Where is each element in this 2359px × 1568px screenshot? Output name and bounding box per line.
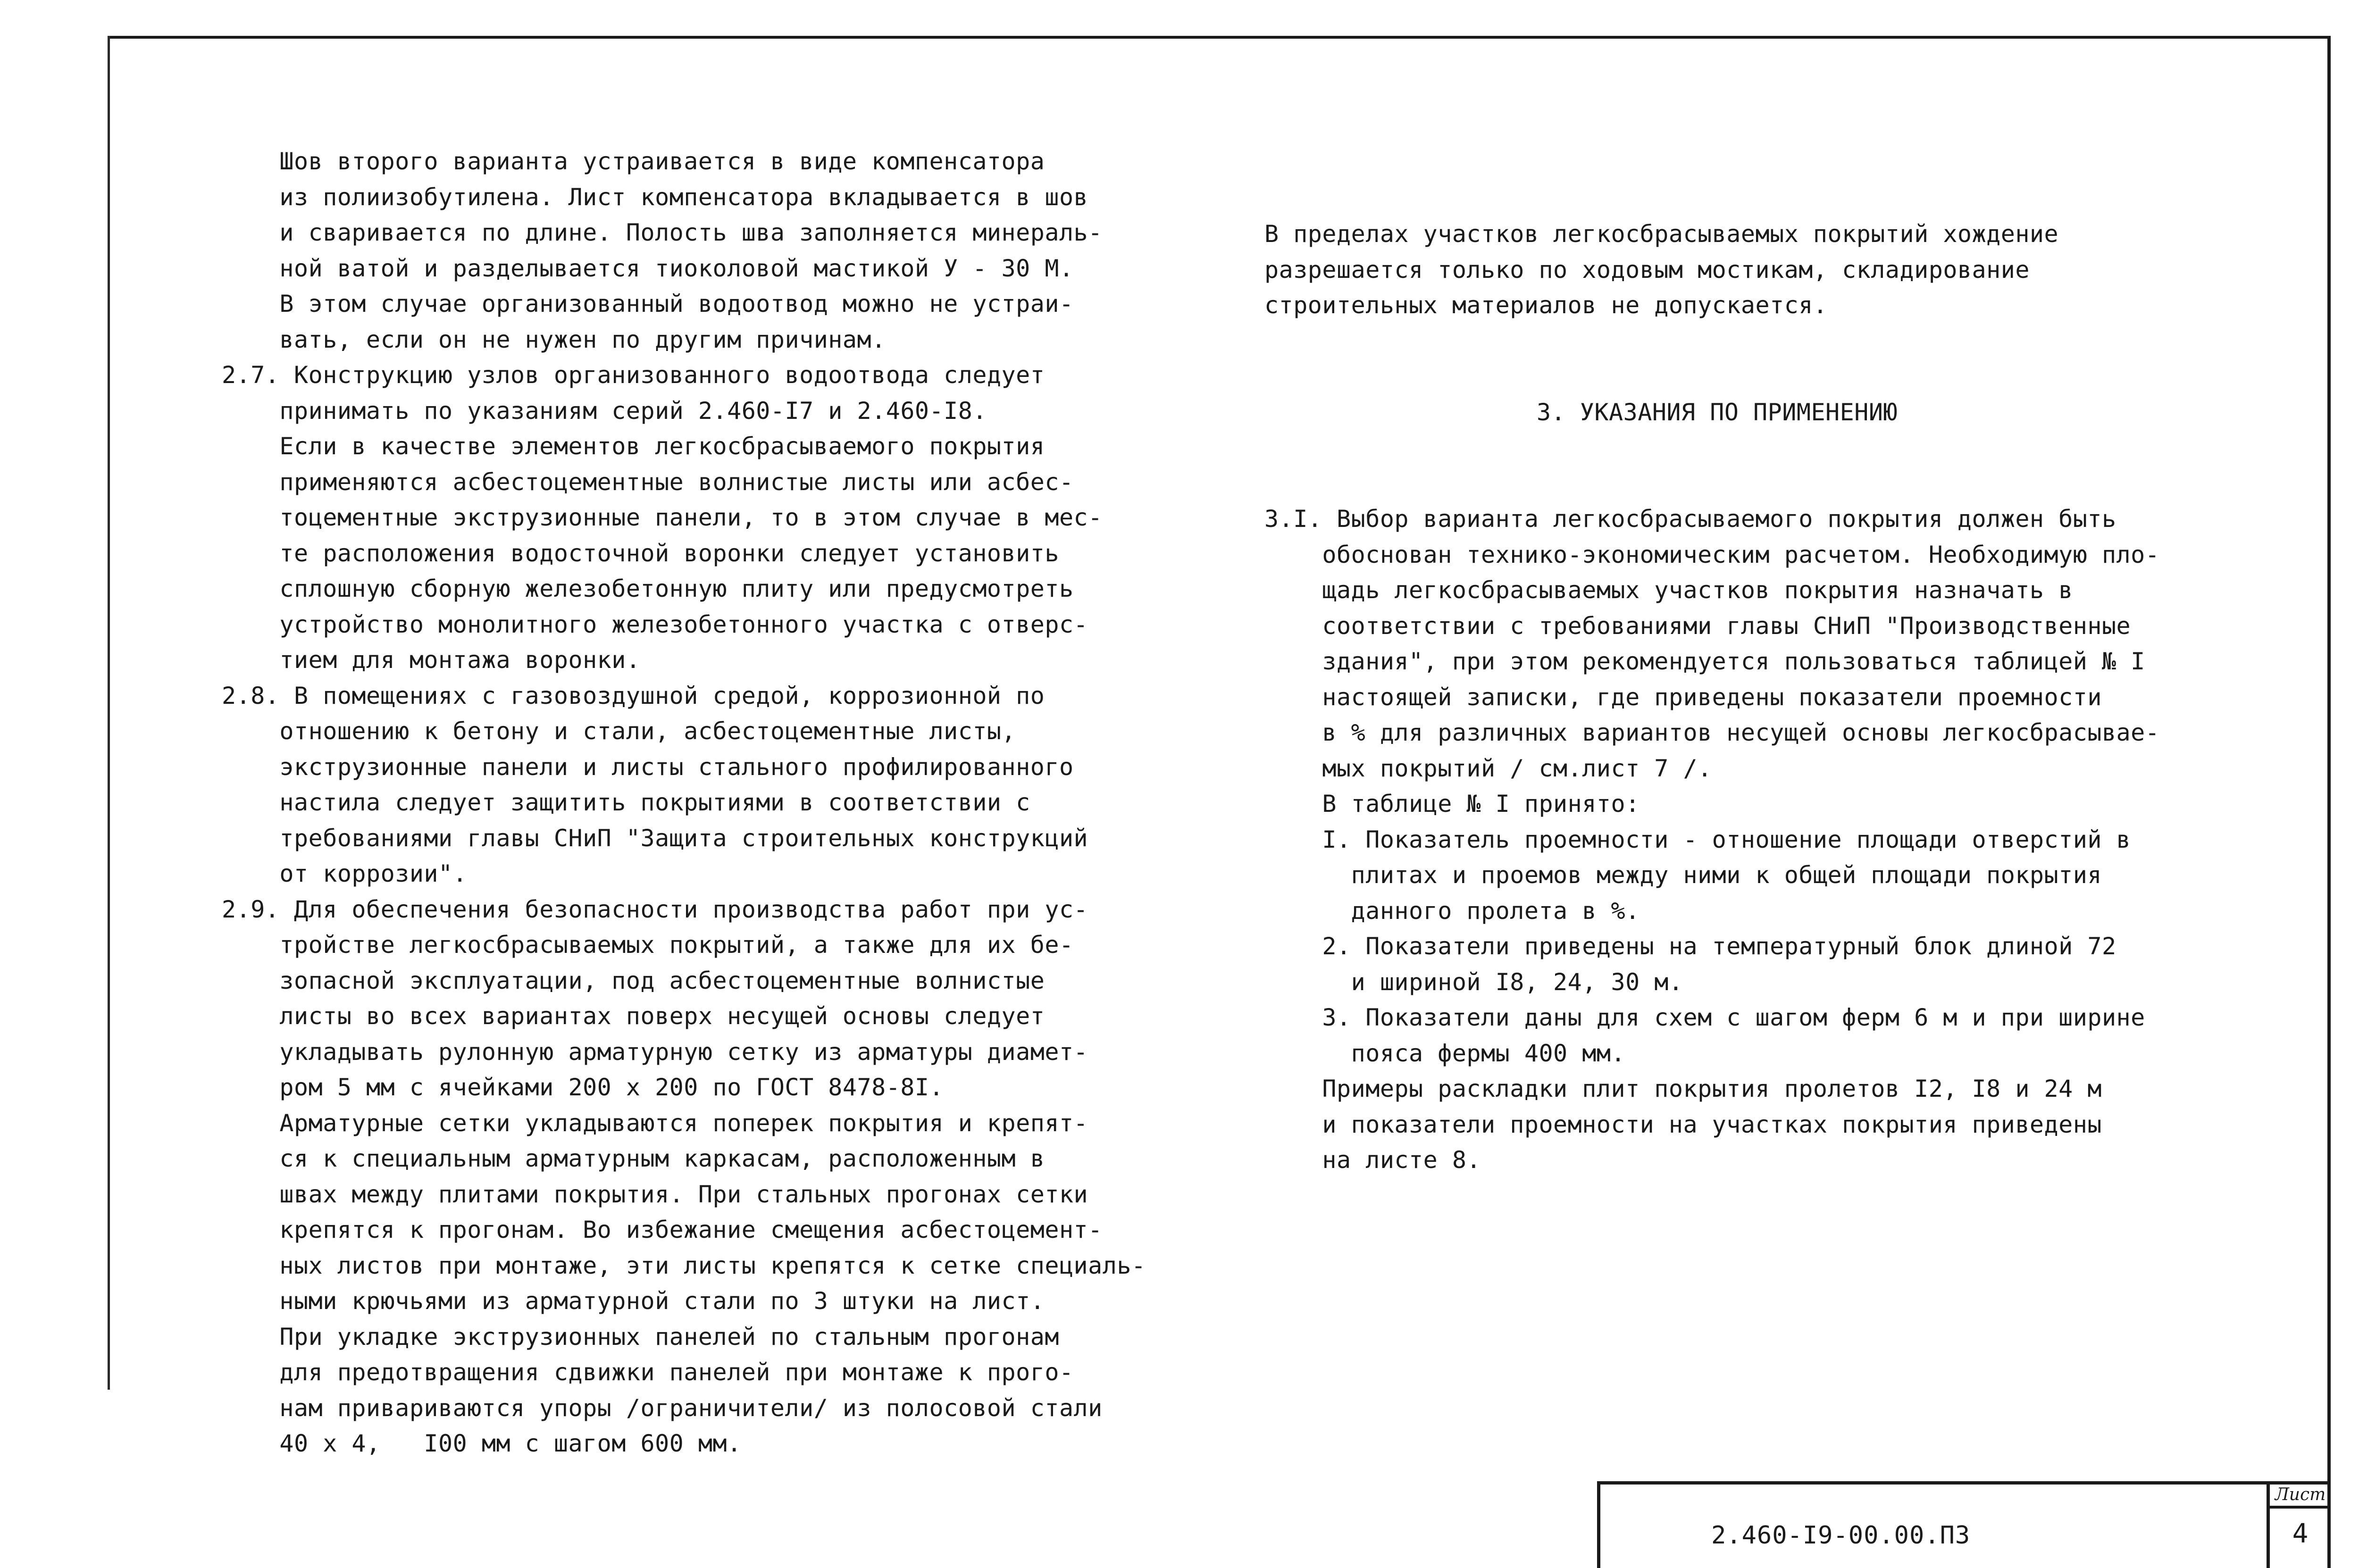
text-line: I. Показатель проемности - отношение площади отверстий в <box>1264 826 2131 853</box>
text-line: обоснован технико-экономическим расчетом. Необходимую пло- <box>1264 541 2160 568</box>
text-line: и показатели проемности на участках покрытия приведены <box>1264 1110 2102 1138</box>
text-line: Арматурные сетки укладываются поперек покрытия и крепят- <box>222 1109 1088 1137</box>
sheet-cell <box>2267 1481 2331 1568</box>
text-line: щадь легкосбрасываемых участков покрытия назначать в <box>1264 576 2073 604</box>
frame-top-border <box>108 36 2327 39</box>
text-line: пояса фермы 400 мм. <box>1264 1039 1626 1067</box>
sheet-number: 4 <box>2292 1518 2309 1549</box>
text-line: экструзионные панели и листы стального профилированного <box>222 753 1074 781</box>
text-line: вать, если он не нужен по другим причинам. <box>222 325 886 353</box>
text-line: применяются асбестоцементные волнистые листы или асбес- <box>222 468 1074 496</box>
text-line: для предотвращения сдвижки панелей при монтаже к прого- <box>222 1359 1074 1386</box>
text-line: соответствии с требованиями главы СНиП "Производственные <box>1264 612 2131 640</box>
right-text-column <box>1264 145 2159 1214</box>
text-line: сплошную сборную железобетонную плиту или предусмотреть <box>222 575 1074 602</box>
sheet-label: Лист <box>2270 1481 2331 1509</box>
text-line: нам привариваются упоры /ограничители/ из полосовой стали <box>222 1394 1103 1422</box>
text-line: здания", при этом рекомендуется пользоваться таблицей № I <box>1264 648 2145 675</box>
right-body-block <box>1264 501 2159 1178</box>
text-line: настоящей записки, где приведены показатели проемности <box>1264 683 2102 711</box>
text-line: и шириной I8, 24, 30 м. <box>1264 968 1683 996</box>
text-line: 3.I. Выбор варианта легкосбрасываемого покрытия должен быть <box>1264 505 2116 533</box>
text-line: 40 х 4, I00 мм с шагом 600 мм. <box>222 1430 742 1457</box>
text-line: принимать по указаниям серий 2.460-I7 и 2.460-I8. <box>222 397 987 425</box>
text-line: Если в качестве элементов легкосбрасываемого покрытия <box>222 433 1045 460</box>
text-line: 2.9. Для обеспечения безопасности производства работ при ус- <box>222 895 1088 923</box>
text-line: крепятся к прогонам. Во избежание смещения асбестоцемент- <box>222 1216 1103 1243</box>
text-line: данного пролета в %. <box>1264 897 1640 925</box>
text-line: разрешается только по ходовым мостикам, складирование <box>1264 256 2030 284</box>
left-text-column <box>222 144 1146 1462</box>
text-line: Примеры раскладки плит покрытия пролетов I2, I8 и 24 м <box>1264 1075 2102 1102</box>
text-line: При укладке экструзионных панелей по стальным прогонам <box>222 1323 1059 1351</box>
frame-left-border <box>108 36 110 1390</box>
text-line: 3. Показатели даны для схем с шагом ферм 6 м и при ширине <box>1264 1004 2145 1031</box>
text-line: из полиизобутилена. Лист компенсатора вкладывается в шов <box>222 183 1088 211</box>
text-line: тоцементные экструзионные панели, то в этом случае в мес- <box>222 504 1103 531</box>
text-line: мых покрытий / см.лист 7 /. <box>1264 754 1712 782</box>
text-line: на листе 8. <box>1264 1146 1481 1174</box>
text-line: строительных материалов не допускается. <box>1264 292 1828 319</box>
frame-right-border <box>2327 36 2331 1568</box>
text-line: укладывать рулонную арматурную сетку из арматуры диамет- <box>222 1038 1088 1066</box>
text-line: отношению к бетону и стали, асбестоцементные листы, <box>222 717 1016 745</box>
text-line: тройстве легкосбрасываемых покрытий, а также для их бе- <box>222 931 1074 959</box>
text-line: требованиями главы СНиП "Защита строительных конструкций <box>222 824 1088 852</box>
text-line: плитах и проемов между ними к общей площади покрытия <box>1264 861 2102 889</box>
text-line: В этом случае организованный водоотвод можно не устраи- <box>222 290 1074 317</box>
text-line: ся к специальным арматурным каркасам, расположенным в <box>222 1145 1045 1172</box>
text-line: и сваривается по длине. Полость шва заполняется минераль- <box>222 219 1103 246</box>
text-line: тием для монтажа воронки. <box>222 646 641 674</box>
text-line: ных листов при монтаже, эти листы крепятся к сетке специаль- <box>222 1251 1146 1279</box>
text-line: те расположения водосточной воронки следует установить <box>222 539 1059 567</box>
text-line: зопасной эксплуатации, под асбестоцементные волнистые <box>222 967 1045 994</box>
text-line: в % для различных вариантов несущей основы легкосбрасывае- <box>1264 719 2160 746</box>
text-line: Шов второго варианта устраивается в виде компенсатора <box>222 148 1045 175</box>
text-line: 2. Показатели приведены на температурный блок длиной 72 <box>1264 933 2116 960</box>
section-heading: 3. УКАЗАНИЯ ПО ПРИМЕНЕНИЮ <box>1537 398 1898 426</box>
text-line: В таблице № I принято: <box>1264 790 1640 817</box>
document-code: 2.460-I9-00.00.ПЗ <box>1711 1521 1971 1550</box>
text-line: настила следует защитить покрытиями в соответствии с <box>222 789 1030 816</box>
text-line: швах между плитами покрытия. При стальных прогонах сетки <box>222 1180 1088 1208</box>
text-line: 2.7. Конструкцию узлов организованного водоотвода следует <box>222 361 1045 389</box>
text-line: ными крючьями из арматурной стали по 3 штуки на лист. <box>222 1287 1045 1315</box>
text-line: В пределах участков легкосбрасываемых покрытий хождение <box>1264 220 2059 248</box>
title-block-stamp <box>1597 1481 2327 1568</box>
text-line: ной ватой и разделывается тиоколовой мастикой У - 30 М. <box>222 254 1074 282</box>
text-line: от коррозии". <box>222 860 468 887</box>
text-line: листы во всех вариантах поверх несущей основы следует <box>222 1002 1045 1030</box>
text-line: 2.8. В помещениях с газовоздушной средой, коррозионной по <box>222 682 1045 709</box>
right-intro-block <box>1264 217 2159 324</box>
text-line: устройство монолитного железобетонного участка с отверс- <box>222 610 1088 638</box>
text-line: ром 5 мм с ячейками 200 х 200 по ГОСТ 8478-8I. <box>222 1074 944 1101</box>
